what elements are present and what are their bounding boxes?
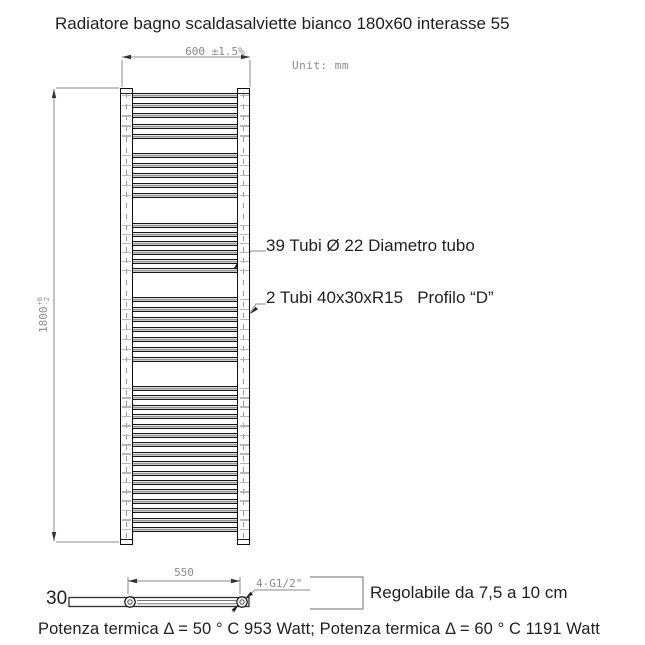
radiator-tube-rung [133,163,237,168]
radiator-tube-rung [133,183,237,188]
page-title: Radiatore bagno scaldasalviette bianco 180x60 interasse 55 [55,14,510,33]
rung-weld-tick [122,491,131,493]
rung-weld-tick [122,329,131,331]
rung-weld-tick [240,234,249,236]
rung-weld-tick [122,416,131,418]
rung-weld-tick [122,349,131,351]
rung-weld-tick [122,435,131,437]
rung-weld-tick [122,243,131,245]
rung-weld-tick [122,510,131,512]
rung-weld-tick [240,510,249,512]
rung-weld-tick [122,175,131,177]
rung-weld-tick [240,519,249,521]
rung-weld-tick [240,397,249,399]
rung-weld-tick [122,165,131,167]
rung-weld-tick [122,252,131,254]
rung-weld-tick [122,406,131,408]
rung-weld-tick [240,329,249,331]
rung-weld-tick [240,406,249,408]
rung-weld-tick [122,397,131,399]
radiator-tube-rung [133,241,237,246]
rung-weld-tick [122,261,131,263]
radiator-tube-rung [133,518,237,523]
rung-weld-tick [122,463,131,465]
rung-weld-tick [122,453,131,455]
rung-weld-tick [240,529,249,531]
rung-weld-tick [122,359,131,361]
rung-weld-tick [240,319,249,321]
rung-weld-tick [240,252,249,254]
radiator-tube-rung [133,259,237,264]
rung-weld-tick [240,453,249,455]
radiator-tube-rung [133,250,237,255]
rung-weld-tick [122,319,131,321]
rung-weld-tick [240,416,249,418]
rung-weld-tick [122,195,131,197]
rung-weld-tick [240,175,249,177]
height-dimension-label [37,265,55,365]
tubes-callout-label: 39 Tubi Ø 22 Diametro tubo [266,236,475,255]
thermal-power-text: Potenza termica Δ = 50 ° C 953 Watt; Potenza termica Δ = 60 ° C 1191 Watt [38,620,600,638]
height-tolerance [37,297,51,305]
rung-weld-tick [122,105,131,107]
radiator-tube-rung [133,297,237,302]
unit-label: Unit: mm [292,59,349,72]
rung-weld-tick [122,388,131,390]
rung-weld-tick [122,234,131,236]
rung-weld-tick [240,243,249,245]
radiator-tube-rung [133,461,237,466]
height-tol-minus: -2 [43,297,51,306]
radiator-tube-rung [133,405,237,410]
radiator-tube-rung [133,307,237,312]
radiator-right-collector-tube [237,88,250,545]
radiator-tube-rung [133,414,237,419]
depth-dimension-label: 30 [46,588,68,609]
radiator-tube-rung [133,357,237,362]
rung-weld-tick [240,435,249,437]
rung-weld-tick [240,309,249,311]
adjustable-range-label: Regolabile da 7,5 a 10 cm [370,583,568,602]
radiator-tube-rung [133,173,237,178]
radiator-tube-rung [133,232,237,237]
rung-weld-tick [122,529,131,531]
rung-weld-tick [122,185,131,187]
radiator-tube-rung [133,134,237,139]
radiator-tube-rung [133,124,237,129]
rung-weld-tick [240,349,249,351]
rung-weld-tick [240,261,249,263]
radiator-tube-rung [133,471,237,476]
rung-weld-tick [240,195,249,197]
rung-weld-tick [122,472,131,474]
connection-label: 4-G1/2" [256,577,303,590]
radiator-tube-rung [133,153,237,158]
radiator-tube-rung [133,268,237,273]
radiator-tube-rung [133,347,237,352]
rung-weld-tick [240,135,249,137]
rung-weld-tick [122,270,131,272]
rung-weld-tick [122,125,131,127]
rung-weld-tick [122,225,131,227]
radiator-tube-rung [133,395,237,400]
rung-weld-tick [240,299,249,301]
radiator-tube-rung [133,103,237,108]
rung-weld-tick [240,463,249,465]
width-dimension-label: 600 ±1.5% [185,45,245,58]
rung-weld-tick [122,482,131,484]
rung-weld-tick [240,165,249,167]
radiator-tube-rung [133,193,237,198]
rung-weld-tick [122,299,131,301]
rung-weld-tick [240,95,249,97]
radiator-tube-rung [133,442,237,447]
rung-weld-tick [122,425,131,427]
radiator-tube-rung [133,499,237,504]
rung-weld-tick [122,135,131,137]
rung-weld-tick [122,309,131,311]
rung-weld-tick [240,270,249,272]
rung-weld-tick [240,125,249,127]
radiator-tube-rung [133,527,237,532]
rung-weld-tick [240,472,249,474]
collectors-callout-label: 2 Tubi 40x30xR15 Profilo “D” [266,288,494,307]
radiator-tube-rung [133,452,237,457]
radiator-tube-rung [133,508,237,513]
height-value: 1800 [37,306,50,333]
radiator-tube-rung [133,424,237,429]
rung-weld-tick [240,388,249,390]
radiator-left-collector-tube [120,88,133,545]
radiator-tube-rung [133,113,237,118]
radiator-tube-rung [133,489,237,494]
rung-weld-tick [240,444,249,446]
rung-weld-tick [240,359,249,361]
height-tol-plus: +6 [36,297,44,306]
rung-weld-tick [240,491,249,493]
rung-weld-tick [122,519,131,521]
rung-weld-tick [240,225,249,227]
radiator-tube-rung [133,317,237,322]
rung-weld-tick [240,105,249,107]
rung-weld-tick [240,155,249,157]
radiator-tube-rung [133,223,237,228]
radiator-tube-rung [133,337,237,342]
rung-weld-tick [240,500,249,502]
radiator-tube-rung [133,93,237,98]
rung-weld-tick [240,425,249,427]
rung-weld-tick [122,115,131,117]
rung-weld-tick [240,482,249,484]
rung-weld-tick [122,500,131,502]
rung-weld-tick [122,339,131,341]
pitch-dimension-label: 550 [174,566,194,579]
rung-weld-tick [240,339,249,341]
radiator-tube-rung [133,386,237,391]
rung-weld-tick [240,115,249,117]
radiator-tube-rung [133,327,237,332]
rung-weld-tick [122,444,131,446]
rung-weld-tick [122,155,131,157]
rung-weld-tick [240,185,249,187]
radiator-tube-rung [133,433,237,438]
rung-weld-tick [122,95,131,97]
radiator-tube-rung [133,480,237,485]
